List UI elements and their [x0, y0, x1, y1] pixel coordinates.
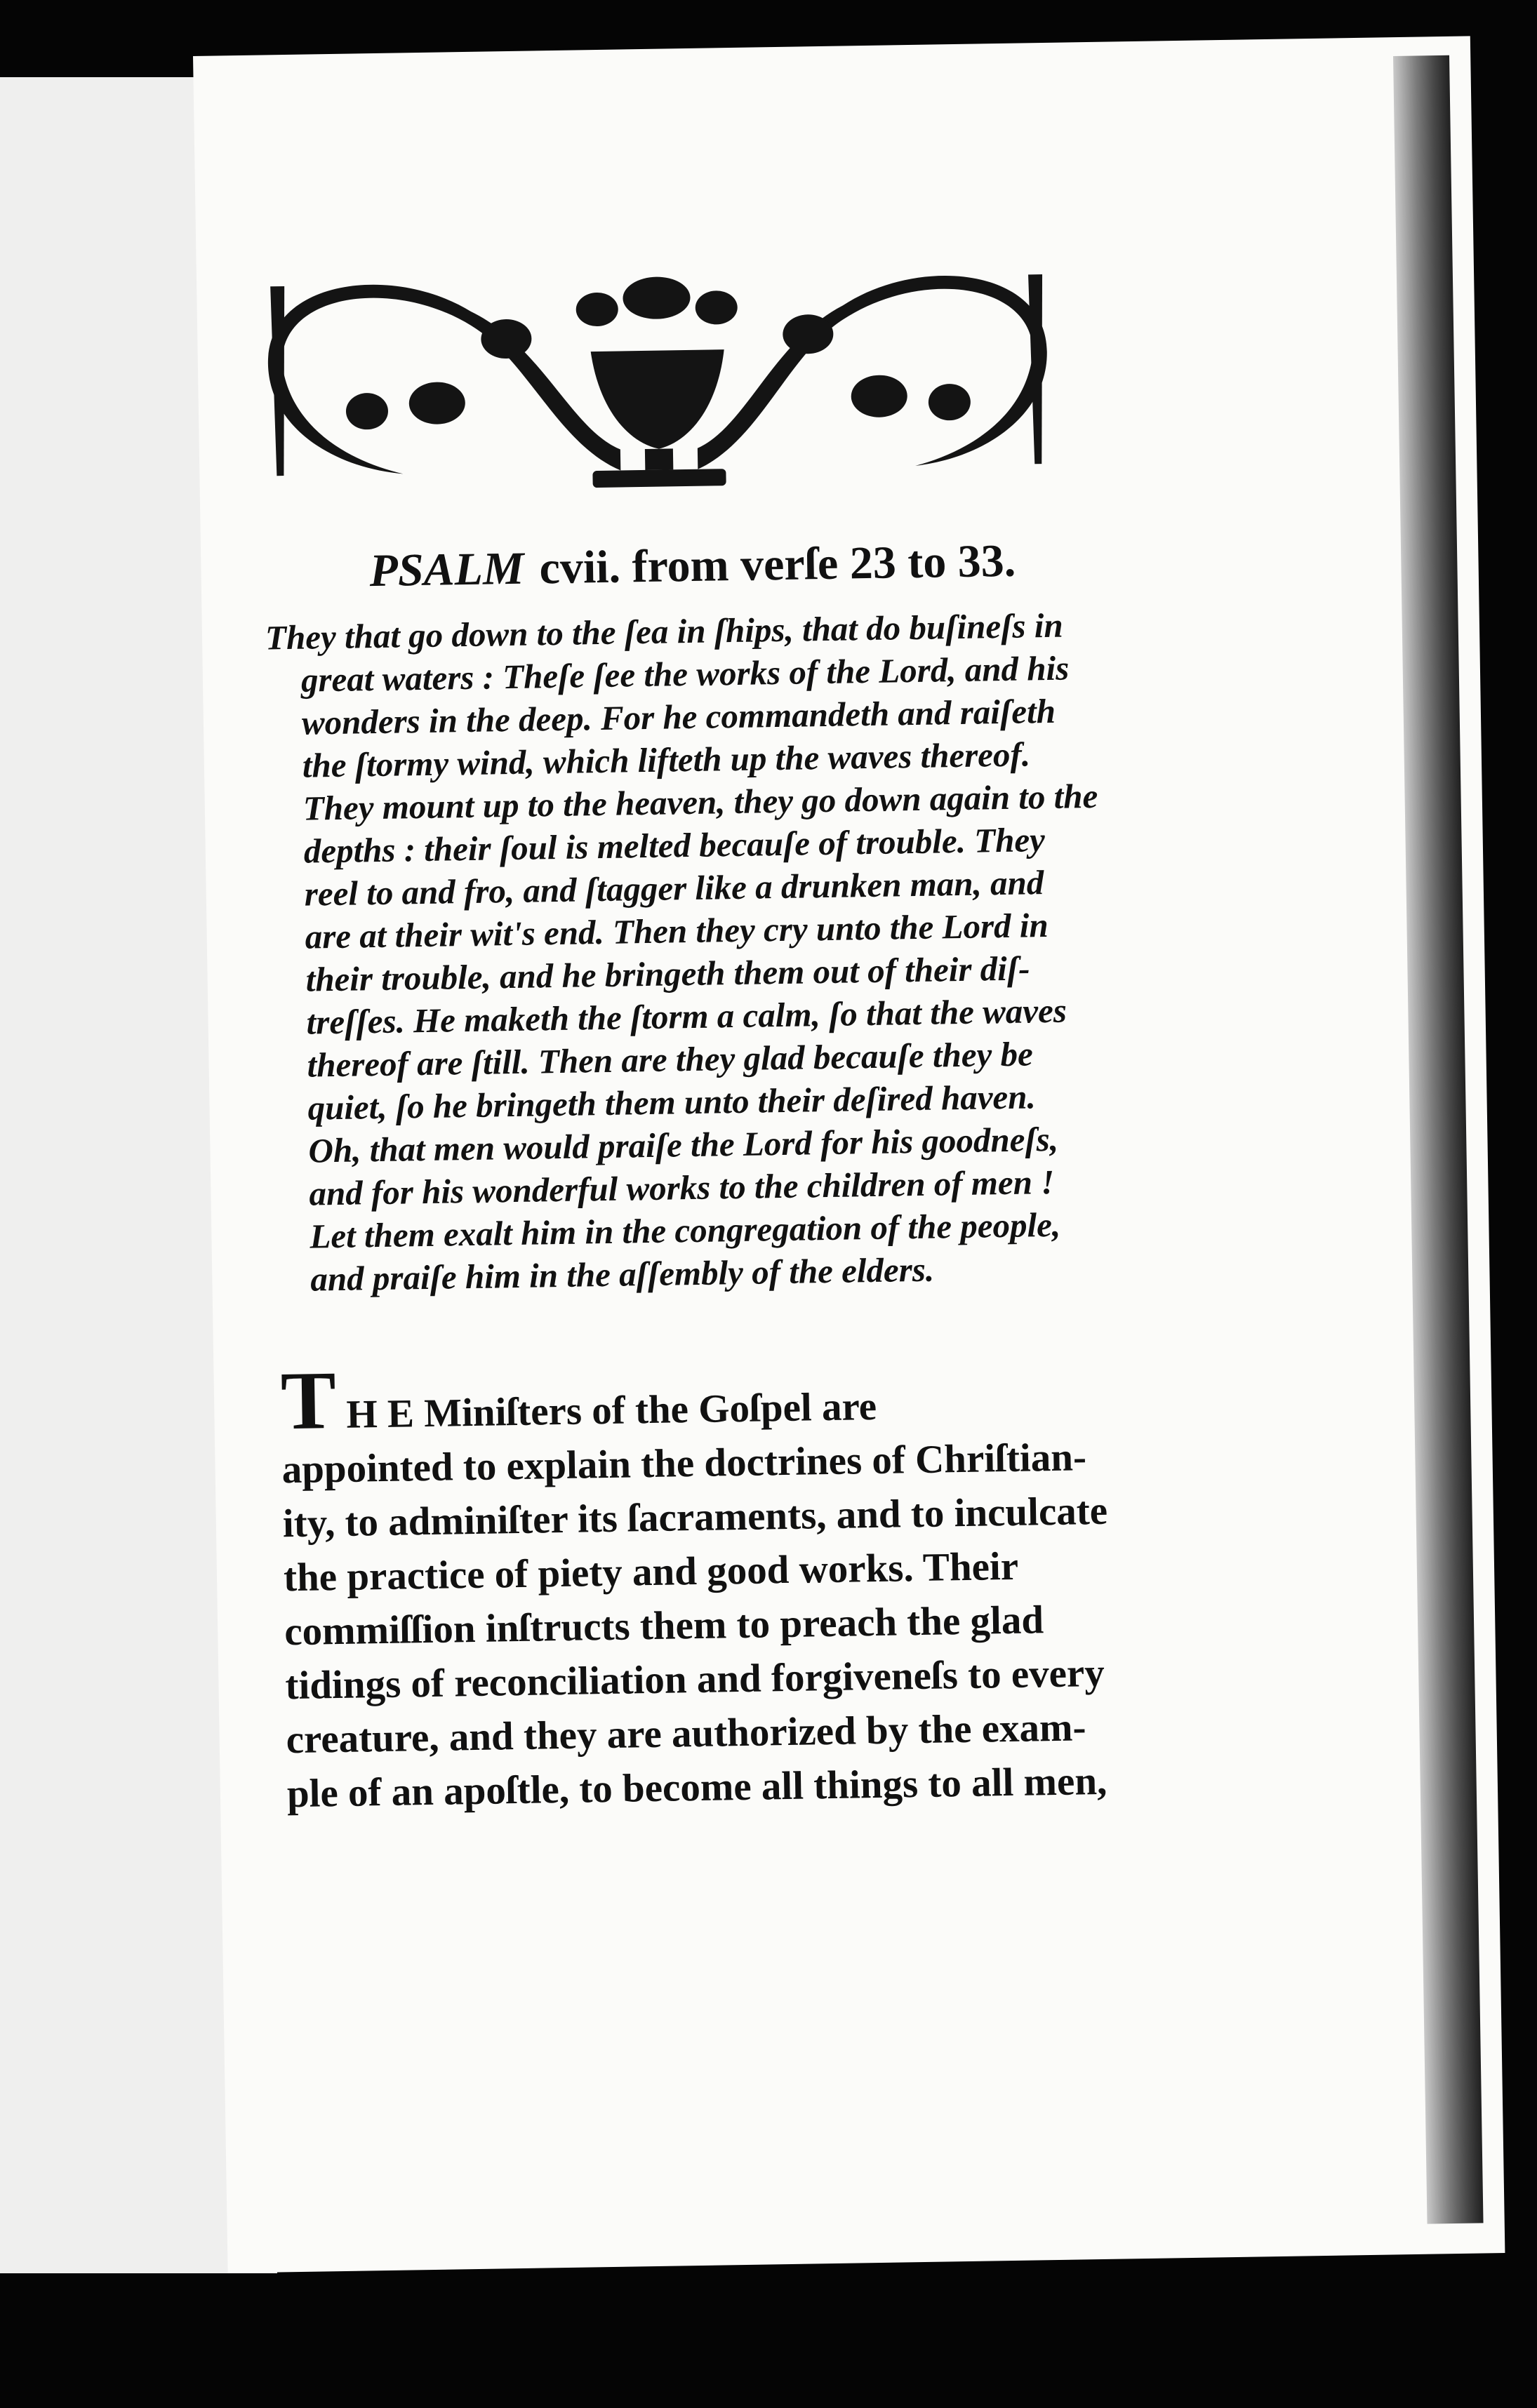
verse-line: wonders in the deep. For he commandeth and raiſeth — [301, 691, 1056, 742]
body-line: the practice of piety and good works. Their — [283, 1544, 1019, 1600]
psalm-title — [369, 531, 1212, 598]
body-line: commiſſion inſtructs them to preach the glad — [284, 1598, 1044, 1654]
verse-line: Oh, that men would praiſe the Lord for his goodneſs, — [308, 1119, 1059, 1170]
body-line: appointed to explain the doctrines of Chriſtian- — [281, 1435, 1087, 1492]
body-line: ity, to adminiſter its ſacraments, and to inculcate — [282, 1488, 1108, 1546]
verse-line: depths : their ſoul is melted becauſe of trouble. They — [303, 820, 1046, 871]
body-line: ple of an apoſtle, to become all things to all men, — [286, 1758, 1107, 1817]
first-line-rest: H E Miniſters of the Goſpel are — [345, 1384, 877, 1437]
page — [193, 36, 1505, 2273]
body-line: tidings of reconciliation and forgiveneſs to every — [285, 1650, 1105, 1708]
psalm-verse-block — [265, 603, 1098, 1301]
verse-line: treſſes. He maketh the ſtorm a calm, ſo that the waves — [306, 991, 1067, 1042]
verse-line: and for his wonderful works to the children of men ! — [309, 1162, 1055, 1213]
verse-line: are at their wit's end. Then they cry unto the Lord in — [305, 906, 1049, 956]
verse-line: great waters : Theſe ſee the works of the Lord, and his — [300, 648, 1070, 700]
psalm-label: PSALM — [368, 542, 525, 597]
verse-line: quiet, ſo he bringeth them unto their deſired haven. — [307, 1077, 1037, 1128]
body-paragraph — [280, 1354, 1108, 1821]
body-line-first — [280, 1354, 1096, 1447]
verse-line: and praiſe him in the aſſembly of the elders. — [310, 1250, 935, 1299]
verse-line: Let them exalt him in the congregation of the people, — [310, 1205, 1061, 1256]
verse-line: reel to and fro, and ſtagger like a drunken man, and — [304, 863, 1044, 914]
verse-line: They that go down to the ſea in ſhips, that do buſineſs in — [265, 606, 1063, 657]
verse-line: They mount up to the heaven, they go down again to the — [302, 776, 1098, 828]
headpiece-urn-scroll-icon — [260, 253, 1057, 519]
psalm-reference: cvii. from verſe 23 to 33. — [538, 535, 1016, 594]
verse-line: thereof are ſtill. Then are they glad becauſe they be — [307, 1034, 1034, 1085]
body-line: creature, and they are authorized by the exam- — [286, 1705, 1086, 1762]
drop-cap: T — [280, 1354, 337, 1447]
verse-line: their trouble, and he bringeth them out of their diſ- — [305, 949, 1030, 999]
verse-line: the ſtormy wind, which lifteth up the waves thereof. — [302, 735, 1031, 785]
